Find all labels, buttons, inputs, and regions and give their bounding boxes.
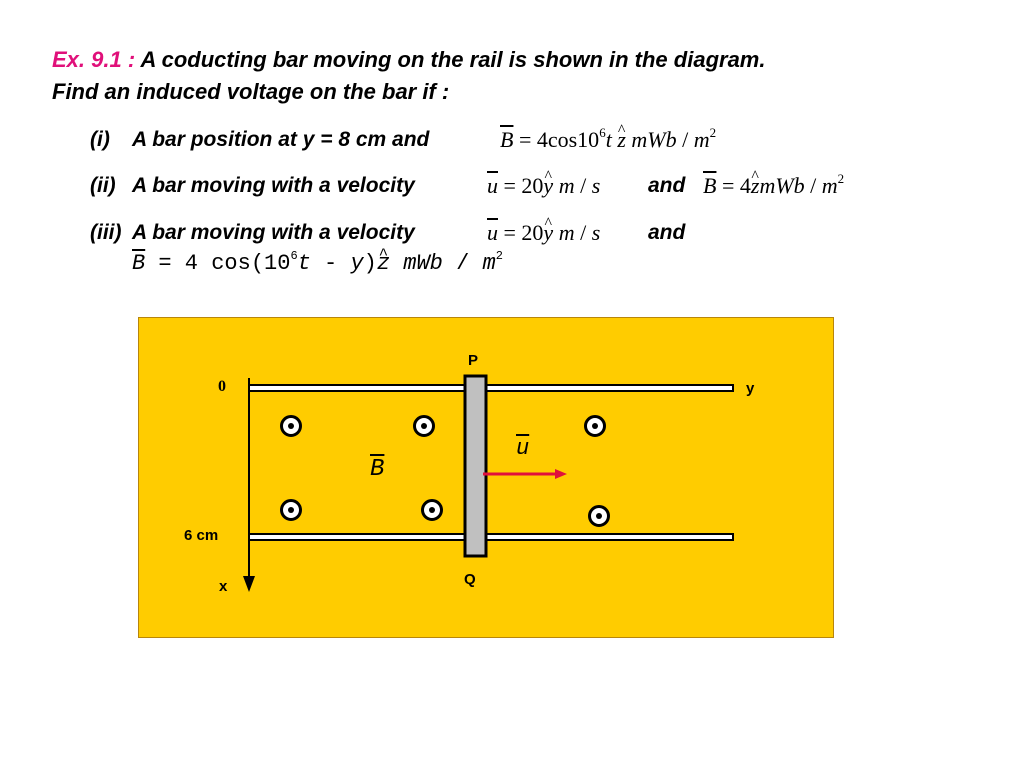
b-vector: $\overline{B}$ bbox=[132, 251, 146, 276]
heading-line1: A coducting bar moving on the rail is shown in the diagram. bbox=[135, 47, 766, 72]
y-unit-vector: ^ y bbox=[543, 172, 553, 200]
slash: / bbox=[574, 220, 592, 245]
field-out-of-page-icon bbox=[421, 499, 443, 521]
eq-text: = 20 bbox=[498, 220, 544, 245]
z-unit-vector: ^ z bbox=[377, 250, 390, 278]
y-unit-vector: ^ y bbox=[543, 219, 553, 247]
z-unit-vector: ^ z bbox=[617, 126, 626, 154]
field-out-of-page-icon bbox=[280, 415, 302, 437]
m-var: m bbox=[558, 173, 575, 198]
item-number: (ii) bbox=[90, 174, 116, 197]
item-i bbox=[90, 126, 429, 154]
equation-b-field-2 bbox=[703, 172, 844, 200]
equation-b-field-1 bbox=[500, 126, 716, 154]
slash: / bbox=[574, 173, 592, 198]
z-unit-vector: ^ z bbox=[751, 172, 760, 200]
item-text: A bar moving with a velocity bbox=[132, 174, 415, 197]
top-rail bbox=[249, 385, 733, 391]
label-p: P bbox=[468, 352, 479, 369]
and-word: and bbox=[648, 221, 686, 244]
exponent: 6 bbox=[290, 249, 298, 263]
field-out-of-page-icon bbox=[280, 499, 302, 521]
item-number: (iii) bbox=[90, 221, 122, 244]
b-field-label: $\overline{B}$ bbox=[370, 456, 385, 483]
eq-text: = 4 cos(10 bbox=[145, 251, 291, 276]
m-var: m bbox=[693, 127, 710, 152]
u-vector: $\overline{u}$ bbox=[487, 220, 498, 245]
item-ii bbox=[90, 172, 415, 200]
rail-diagram bbox=[138, 317, 834, 638]
u-vector: $\overline{u}$ bbox=[487, 173, 498, 198]
t-var: t bbox=[605, 127, 612, 152]
slash: / bbox=[442, 251, 483, 276]
problem-heading bbox=[52, 44, 952, 108]
bottom-rail bbox=[249, 534, 733, 540]
item-text: A bar moving with a velocity bbox=[132, 221, 415, 244]
t-var: t bbox=[297, 251, 311, 276]
x-axis-arrowhead bbox=[243, 576, 255, 592]
b-vector: $\overline{B}$ bbox=[703, 173, 717, 198]
label-x-axis: x bbox=[219, 578, 228, 595]
equation-b-field-3 bbox=[132, 250, 503, 278]
eq-text: ) bbox=[363, 251, 377, 276]
eq-text: = 4cos10 bbox=[513, 127, 600, 152]
and-word: and bbox=[648, 174, 686, 197]
velocity-arrowhead bbox=[555, 469, 567, 479]
m-var: m bbox=[821, 173, 838, 198]
eq-text: = 4 bbox=[716, 173, 751, 198]
sliding-bar bbox=[465, 376, 486, 556]
example-label: Ex. 9.1 : bbox=[52, 47, 136, 72]
unit: mWb bbox=[390, 251, 443, 276]
item-iii bbox=[90, 219, 415, 247]
eq-text: = 20 bbox=[498, 173, 544, 198]
b-vector: $\overline{B}$ bbox=[500, 127, 514, 152]
equation-velocity-2 bbox=[487, 219, 600, 247]
label-y-axis: y bbox=[746, 380, 755, 397]
m-exponent: 2 bbox=[837, 171, 845, 186]
eq-text: - bbox=[310, 251, 351, 276]
y-var: y bbox=[350, 251, 364, 276]
field-out-of-page-icon bbox=[584, 415, 606, 437]
m-var: m bbox=[482, 251, 496, 276]
item-number: (i) bbox=[90, 128, 110, 151]
diagram-graphics bbox=[139, 318, 835, 639]
slash: / bbox=[676, 127, 694, 152]
s-var: s bbox=[591, 173, 601, 198]
exponent: 6 bbox=[599, 125, 606, 140]
m-exponent: 2 bbox=[495, 249, 503, 263]
equation-velocity-1 bbox=[487, 172, 600, 200]
m-exponent: 2 bbox=[709, 125, 717, 140]
unit: mWb bbox=[759, 173, 805, 198]
m-var: m bbox=[558, 220, 575, 245]
label-6cm: 6 cm bbox=[184, 527, 219, 544]
slash: / bbox=[804, 173, 822, 198]
label-origin: 0 bbox=[218, 378, 226, 395]
unit: mWb bbox=[631, 127, 677, 152]
heading-line2: Find an induced voltage on the bar if : bbox=[52, 79, 450, 104]
s-var: s bbox=[591, 220, 601, 245]
velocity-label: $\overline{u}$ bbox=[516, 436, 530, 461]
item-text: A bar position at y = 8 cm and bbox=[132, 128, 430, 151]
field-out-of-page-icon bbox=[413, 415, 435, 437]
label-q: Q bbox=[464, 571, 476, 588]
field-out-of-page-icon bbox=[588, 505, 610, 527]
